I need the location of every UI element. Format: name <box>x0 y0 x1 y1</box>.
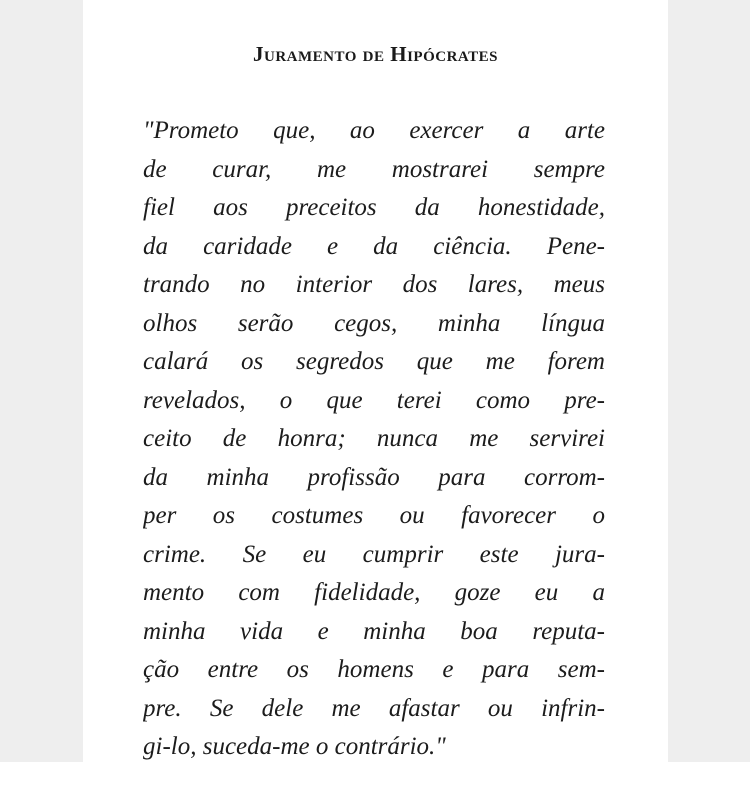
text-line: da caridade e da ciência. Pene- <box>143 232 605 260</box>
text-line: minha vida e minha boa reputa- <box>143 617 605 645</box>
text-line: crime. Se eu cumprir este jura- <box>143 540 605 568</box>
text-line: da minha profissão para corrom- <box>143 463 605 491</box>
document-title-text: Juramento de Hipócrates <box>253 42 498 66</box>
bottom-margin <box>0 762 750 786</box>
text-line: ção entre os homens e para sem- <box>143 656 605 683</box>
text-line: fiel aos preceitos da honestidade, <box>143 194 605 221</box>
text-line: ceito de honra; nunca me servirei <box>143 425 605 452</box>
document-page <box>83 0 668 762</box>
text-line: olhos serão cegos, minha língua <box>143 309 605 337</box>
text-line: "Prometo que, ao exercer a arte <box>143 117 605 144</box>
text-line: pre. Se dele me afastar ou infrin- <box>143 694 605 722</box>
document-title <box>83 42 668 67</box>
text-line: mento com fidelidade, goze eu a <box>143 579 605 606</box>
text-line: calará os segredos que me forem <box>143 348 605 375</box>
oath-text <box>143 112 605 767</box>
text-line: gi-lo, suceda-me o contrário." <box>143 733 446 760</box>
text-line: trando no interior dos lares, meus <box>143 271 605 298</box>
text-line: per os costumes ou favorecer o <box>143 502 605 529</box>
text-line: de curar, me mostrarei sempre <box>143 155 605 183</box>
text-line: revelados, o que terei como pre- <box>143 386 605 414</box>
